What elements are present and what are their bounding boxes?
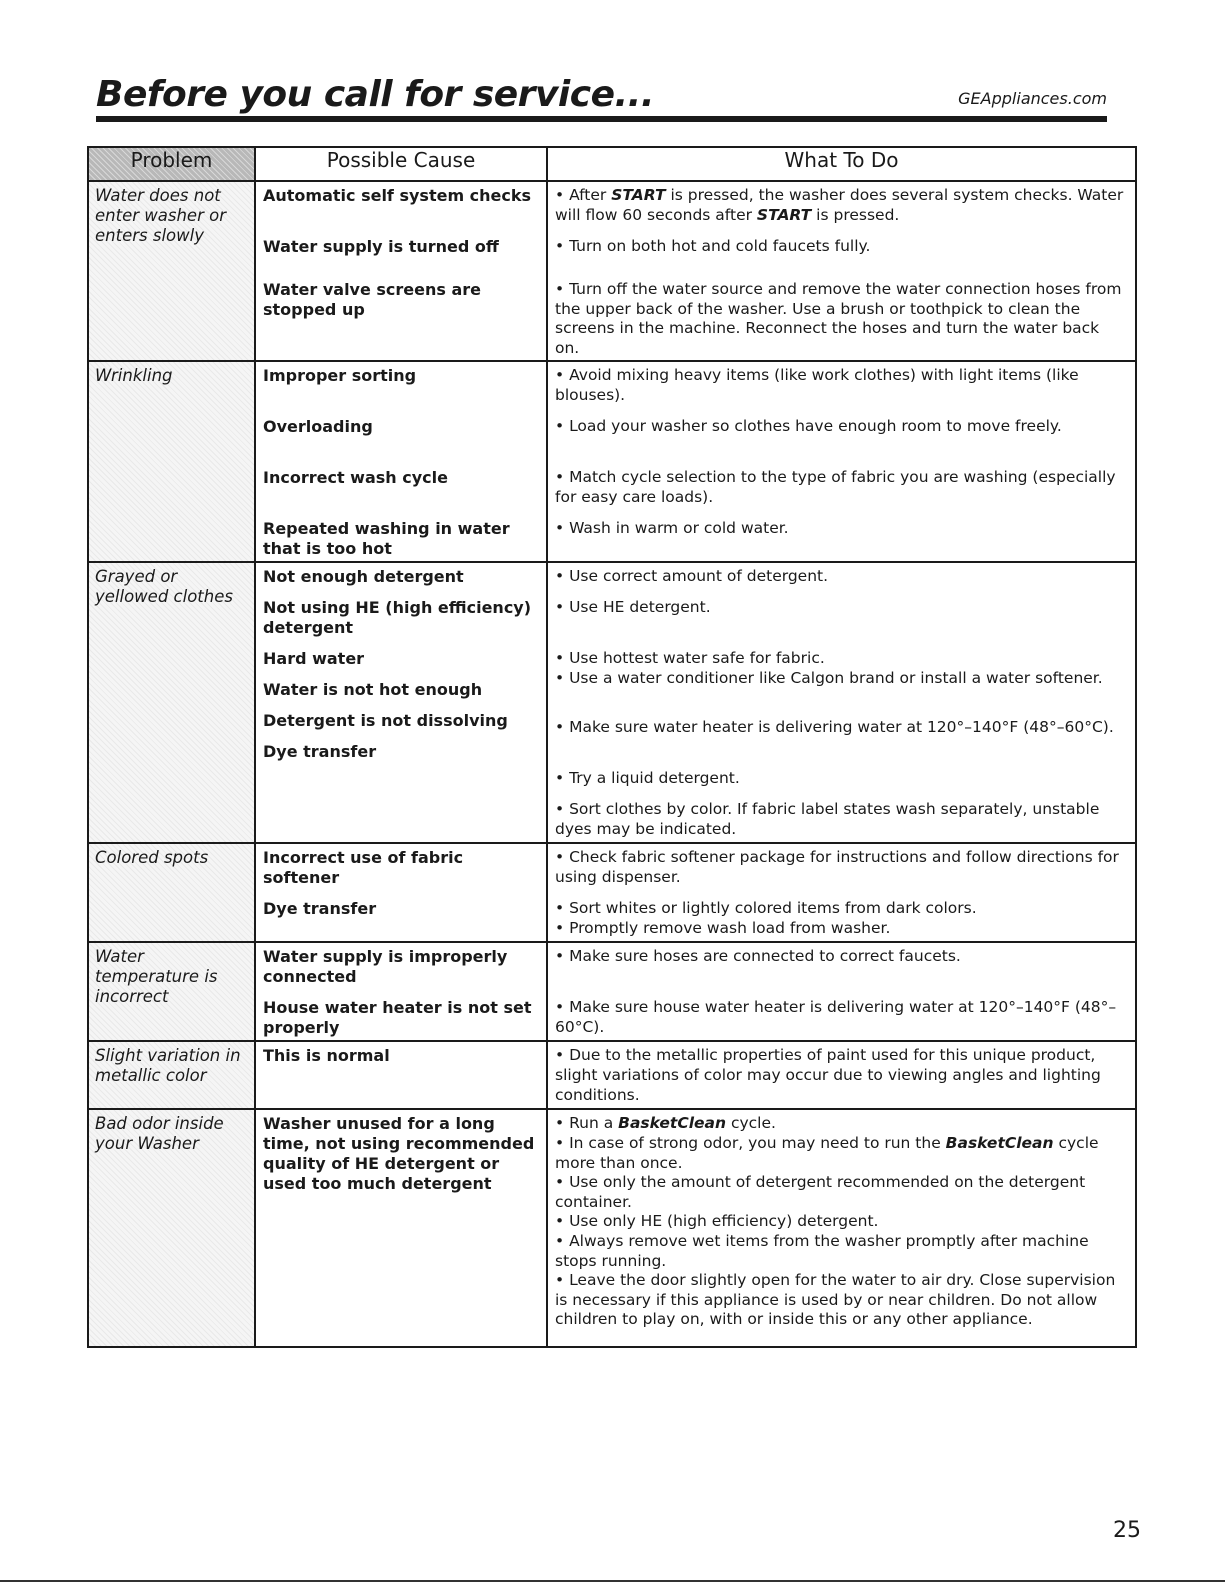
cause-item: Dye transfer: [263, 899, 377, 919]
remedy-item: • After START is pressed, the washer does several system checks. Water will flow 60 seconds after START is pressed.: [555, 186, 1124, 224]
cause-item: Detergent is not dissolving: [263, 711, 508, 731]
possible-cause-cell: [255, 361, 547, 562]
cause-item: Incorrect wash cycle: [263, 468, 448, 488]
cause-item: Overloading: [263, 417, 373, 437]
remedy-item: • Load your washer so clothes have enough room to move freely.: [555, 417, 1062, 436]
remedy-item: • Sort clothes by color. If fabric label states wash separately, unstable dyes may be indicated.: [555, 800, 1100, 838]
what-to-do-cell: [547, 843, 1136, 942]
remedy-item: • Turn off the water source and remove the water connection hoses from the upper back of the washer. Use a brush or toothpick to clean the screens in the machine. Reconnect the hoses and turn the water back on.: [555, 280, 1122, 357]
possible-cause-cell: [255, 181, 547, 361]
cause-item: Repeated washing in water that is too hot: [263, 519, 510, 559]
what-to-do-cell: [547, 361, 1136, 562]
possible-cause-cell: [255, 843, 547, 942]
cause-item: Water valve screens are stopped up: [263, 280, 482, 319]
page-number: 25: [1113, 1518, 1141, 1543]
possible-cause-cell: [255, 562, 547, 843]
remedy-item: • Sort whites or lightly colored items from dark colors. • Promptly remove wash load from washer.: [555, 899, 977, 937]
remedy-item: • Check fabric softener package for instructions and follow directions for using dispenser.: [555, 848, 1119, 886]
cause-item: Not enough detergent: [263, 567, 464, 587]
table-row: [88, 1109, 1136, 1347]
remedy-item: • Make sure hoses are connected to correct faucets.: [555, 947, 961, 966]
table-row: [88, 562, 1136, 843]
possible-cause-cell: [255, 1041, 547, 1109]
remedy-item: • Try a liquid detergent.: [555, 769, 740, 788]
problem-cell: Water does not enter washer or enters slowly: [88, 181, 255, 361]
table-header-row: [88, 147, 1136, 181]
what-to-do-cell: [547, 1041, 1136, 1109]
problem-cell: Grayed or yellowed clothes: [88, 562, 255, 843]
what-to-do-cell: [547, 1109, 1136, 1347]
cause-item: Improper sorting: [263, 366, 417, 386]
cause-item: This is normal: [263, 1046, 390, 1066]
cause-item: Automatic self system checks: [263, 186, 532, 205]
remedy-item: • Run a BasketClean cycle. • In case of strong odor, you may need to run the BasketClean cycle more than once. • Use only the amount of detergent recommended on the detergent container. • Use only HE (high efficiency) detergent. • Always remove wet items from the washer promptly after machine stops running. • Leave the door slightly open for the water to air dry. Close supervision is necessary if this appliance is used by or near children. Do not allow children to play on, with or inside this or any other appliance.: [555, 1114, 1116, 1329]
table-row: [88, 942, 1136, 1041]
column-header-what-to-do: What To Do: [547, 147, 1136, 181]
what-to-do-cell: [547, 181, 1136, 361]
problem-cell: Bad odor inside your Washer: [88, 1109, 255, 1347]
problem-cell: Wrinkling: [88, 361, 255, 562]
cause-item: Dye transfer: [263, 742, 377, 762]
remedy-item: • Avoid mixing heavy items (like work clothes) with light items (like blouses).: [555, 366, 1079, 404]
possible-cause-cell: [255, 942, 547, 1041]
cause-item: House water heater is not set properly: [263, 998, 532, 1038]
cause-item: Hard water: [263, 649, 365, 669]
remedy-item: • Make sure water heater is delivering water at 120°–140°F (48°–60°C).: [555, 718, 1114, 737]
remedy-item: • Use hottest water safe for fabric. • Use a water conditioner like Calgon brand or install a water softener.: [555, 649, 1103, 687]
remedy-item: • Match cycle selection to the type of fabric you are washing (especially for easy care loads).: [555, 468, 1116, 506]
remedy-item: • Wash in warm or cold water.: [555, 519, 789, 538]
table-row: [88, 1041, 1136, 1109]
table-row: [88, 181, 1136, 361]
remedy-item: • Use correct amount of detergent.: [555, 567, 829, 586]
problem-cell: Slight variation in metallic color: [88, 1041, 255, 1109]
remedy-item: • Make sure house water heater is delivering water at 120°–140°F (48°–60°C).: [555, 998, 1117, 1036]
cause-item: Washer unused for a long time, not using recommended quality of HE detergent or used too much detergent: [263, 1114, 535, 1194]
column-header-possible-cause: Possible Cause: [255, 147, 547, 181]
table-body: [88, 181, 1136, 1347]
remedy-item: • Due to the metallic properties of paint used for this unique product, slight variations of color may occur due to viewing angles and lighting conditions.: [555, 1046, 1101, 1104]
table-row: [88, 361, 1136, 562]
what-to-do-cell: [547, 562, 1136, 843]
cause-item: Not using HE (high efficiency) detergent: [263, 598, 532, 638]
cause-item: Water supply is improperly connected: [263, 947, 508, 987]
cause-item: Incorrect use of fabric softener: [263, 848, 464, 888]
what-to-do-cell: [547, 942, 1136, 1041]
website-url: GEAppliances.com: [958, 89, 1107, 108]
remedy-item: • Turn on both hot and cold faucets fully.: [555, 237, 871, 255]
possible-cause-cell: [255, 1109, 547, 1347]
cause-item: Water is not hot enough: [263, 680, 483, 700]
table-row: [88, 843, 1136, 942]
problem-cell: Colored spots: [88, 843, 255, 942]
header-rule: [96, 116, 1107, 122]
footer-rule: [0, 1580, 1225, 1582]
page-title: Before you call for service...: [96, 74, 655, 115]
problem-cell: Water temperature is incorrect: [88, 942, 255, 1041]
column-header-problem: Problem: [88, 147, 255, 181]
troubleshooting-table: [87, 146, 1137, 1348]
remedy-item: • Use HE detergent.: [555, 598, 711, 617]
cause-item: Water supply is turned off: [263, 237, 499, 256]
